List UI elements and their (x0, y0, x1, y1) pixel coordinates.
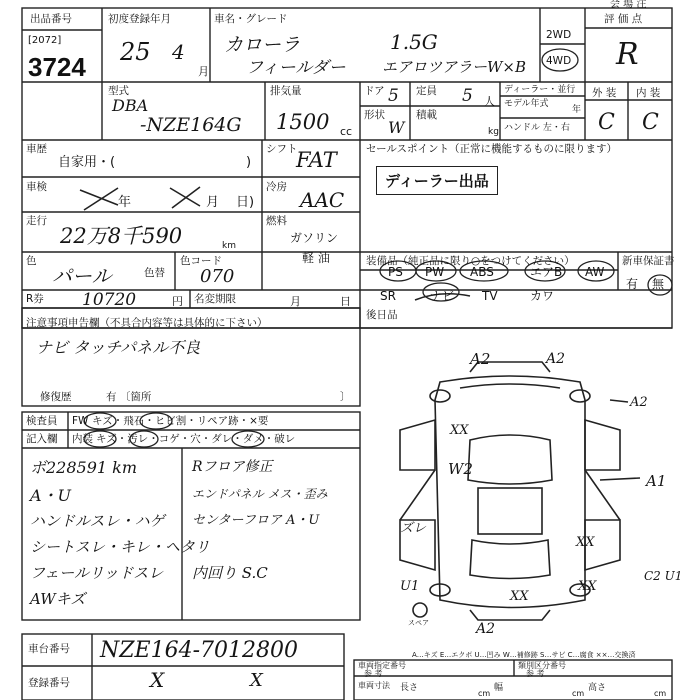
warranty-yes: 有 (626, 277, 639, 291)
mark-door-right: A1 (646, 472, 667, 490)
capacity: 5 (462, 86, 473, 106)
recycle-unit: 円 (172, 295, 183, 308)
model-year-label: モデル年式 (504, 99, 549, 109)
inspect-year: 年 (118, 195, 132, 210)
recycle-label: R券 (26, 293, 44, 305)
color-code: 070 (200, 266, 235, 287)
equip-sr: SR (380, 289, 396, 303)
comment-6: AWキズ (30, 590, 86, 608)
fw-items: キズ・飛石・ヒビ割・リペア跡・×要 (92, 415, 269, 427)
mark-front-left: A2 (470, 350, 491, 368)
shape: W (388, 118, 405, 137)
inspect-day: 日) (236, 195, 255, 210)
door-label: ドア (364, 85, 385, 97)
car-package: エアロツアラーW×B (382, 58, 527, 76)
recycle-value: 10720 (82, 290, 137, 310)
mark-rear-corner: C2 U1 (644, 569, 683, 583)
post-install-label: 後日品 (366, 309, 398, 321)
spare-label: スペア (408, 619, 429, 627)
width-sub: 幅 (494, 683, 504, 693)
mark-rear-center: A2 (476, 621, 496, 637)
comment-right-1: Rフロア修正 (192, 459, 273, 475)
equip-leather: カワ (530, 289, 555, 303)
first-reg-month-unit: 月 (198, 65, 209, 78)
mileage-label: 走行 (26, 215, 47, 227)
ac-label: 冷房 (266, 181, 287, 193)
warranty-no: 無 (652, 277, 665, 291)
reg-value-2: X (250, 670, 263, 691)
capacity-unit: 人 (484, 95, 495, 108)
displacement-unit: cc (340, 125, 353, 138)
cm-2: cm (572, 689, 585, 698)
mark-rear-right: XX (578, 579, 597, 594)
handle-label: ハンドル 左・右 (504, 123, 570, 133)
equip-navi: ナビ (430, 289, 455, 303)
inspect-label: 車検 (26, 181, 47, 193)
name-limit-month: 月 (290, 295, 301, 308)
venue-mark: 会 場 注 (610, 0, 647, 10)
model-code: -NZE164G (140, 114, 242, 136)
lot-sub: [2072] (28, 35, 62, 46)
lot-number: 3724 (28, 52, 86, 82)
comment-right-2: エンドパネル メス・歪み (192, 487, 328, 501)
inspector-label: 検査員 (26, 415, 58, 427)
mark-front-right-top: A2 (546, 351, 566, 367)
mark-front-fender: XX (450, 423, 469, 438)
sales-label: セールスポイント（正常に機能するものに限ります） (366, 143, 618, 155)
notes-value: ナビ タッチパネル不良 (36, 338, 201, 357)
use-value: 自家用・( (58, 155, 116, 170)
exterior-label: 外 装 (592, 87, 617, 99)
comment-3: ハンドルスレ・ハゲ (30, 512, 165, 530)
car-name: カローラ (224, 34, 301, 56)
displacement: 1500 (276, 110, 330, 134)
color-label: 色 (26, 255, 37, 267)
car-name-label: 車名・グレード (214, 13, 288, 25)
warranty-label: 新車保証書 (622, 255, 675, 267)
equip-abs: ABS (470, 265, 494, 279)
mileage-unit: km (222, 241, 236, 251)
mark-door-left: W2 (448, 460, 473, 478)
first-reg-month: 4 (172, 40, 185, 64)
fuel-diesel: 軽 油 (302, 251, 330, 265)
comment-4: シートスレ・キレ・ヘタリ (30, 538, 210, 556)
color-change-label: 色替 (144, 267, 165, 279)
equip-airbag: エアB (530, 265, 563, 279)
chassis-label: 車台番号 (28, 643, 70, 655)
load-label: 積載 (416, 109, 437, 121)
mark-rear-bumper: XX (510, 589, 529, 604)
ac-value: AAC (300, 188, 345, 212)
ref-2: 参 考 (526, 669, 545, 678)
model-label: 型式 (108, 85, 129, 97)
color-value: パール (52, 264, 112, 288)
interior-rec-label: 内装 (72, 433, 93, 445)
length-label: 車両寸法 (358, 681, 390, 690)
displacement-label: 排気量 (270, 85, 302, 97)
notes-label: 注意事項申告欄（不具合内容等は具体的に下さい） (26, 317, 268, 329)
name-limit-label: 名変期限 (194, 293, 236, 305)
capacity-label: 定員 (416, 85, 437, 97)
name-limit-day: 日 (340, 295, 351, 308)
interior-label: 内 装 (636, 87, 661, 99)
fw-label: FW (72, 415, 89, 427)
shift-value: FAT (296, 148, 337, 172)
mark-front-right: A2 (630, 395, 648, 410)
equipment-label: 装備品（純正品に限り○をつけてください） (366, 255, 575, 267)
model-prefix: DBA (112, 96, 149, 115)
chassis-value: NZE164-7012800 (100, 638, 298, 663)
interior-score: C (642, 110, 659, 135)
model-year-unit: 年 (572, 105, 582, 115)
inspect-month: 月 (206, 195, 220, 210)
mark-right-quarter: XX (576, 535, 595, 550)
mark-rear-left: U1 (400, 579, 420, 594)
mileage-value: 22万8千590 (60, 224, 183, 248)
comment-right-4: 内回り S.C (192, 564, 268, 582)
use-close: ) (246, 155, 252, 170)
first-reg-label: 初度登録年月 (108, 13, 171, 25)
first-reg-year: 25 (120, 38, 151, 66)
reg-value: X (150, 668, 165, 692)
length-sub: 長さ (400, 683, 419, 693)
fuel-label: 燃料 (266, 215, 287, 227)
eval-score: R (616, 37, 639, 72)
comment-5: フェールリッドスレ (30, 564, 164, 582)
height-sub: 高さ (588, 683, 607, 693)
equip-aw: AW (585, 265, 605, 279)
comment-1: ボ228591 km (30, 458, 138, 477)
cm-3: cm (654, 689, 667, 698)
shift-label: シフト (266, 143, 298, 155)
use-label: 車歴 (26, 143, 47, 155)
spec-label: 車両指定番号 (358, 661, 406, 670)
type-label: 類別区分番号 (518, 661, 566, 670)
drive-4wd: 4WD (546, 55, 572, 67)
dealer-label: ディーラー・並行 (504, 85, 576, 95)
repair-close: 〕 (340, 391, 351, 403)
comment-2: A・U (30, 486, 72, 505)
car-engine: 1.5G (390, 30, 438, 54)
comment-right-3: センターフロア A・U (192, 513, 320, 528)
car-diagram (400, 362, 640, 620)
cm-1: cm (478, 689, 491, 698)
mark-left-sill: ズレ (400, 521, 427, 536)
ref-1: 参 考 (364, 669, 383, 678)
car-grade: フィールダー (246, 58, 346, 78)
damage-legend: A…キズ E…エクボ U…凹み W…補修跡 S…サビ C…腐食 ××…交換済 (412, 651, 636, 659)
interior-items: キズ・汚レ・コゲ・穴・ダレ・ダメ・破レ (96, 433, 296, 445)
doors: 5 (388, 86, 399, 106)
equip-pw: PW (425, 265, 445, 279)
repair-value: 有 〔箇所 (106, 391, 152, 403)
record-label: 記入欄 (26, 433, 58, 445)
lot-label: 出品番号 (30, 13, 72, 25)
fuel-gasoline: ガソリン (290, 231, 339, 245)
color-code-label: 色コード (180, 255, 222, 267)
drive-2wd: 2WD (546, 29, 572, 41)
exterior-score: C (598, 110, 615, 135)
shape-label: 形状 (364, 109, 385, 121)
repair-label: 修復歴 (40, 391, 72, 403)
eval-label: 評 価 点 (604, 13, 643, 25)
load-unit: kg (488, 127, 499, 137)
equip-ps: PS (388, 265, 403, 279)
equip-tv: TV (482, 289, 498, 303)
reg-label: 登録番号 (28, 677, 70, 689)
dealer-stamp: ディーラー出品 (376, 166, 498, 195)
